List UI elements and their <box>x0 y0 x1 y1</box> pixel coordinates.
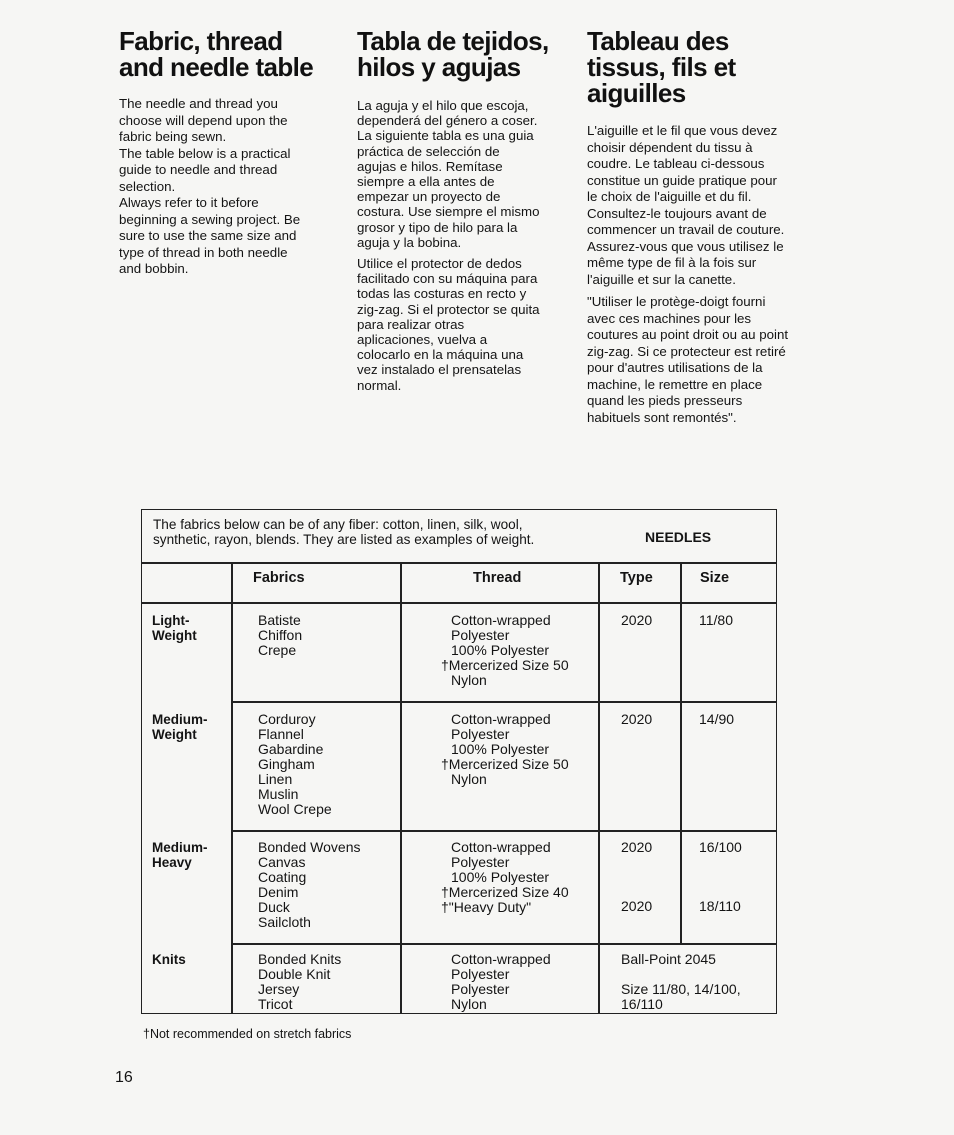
fabric-item: Gingham <box>258 756 315 772</box>
needle-type: 2020 <box>621 839 653 855</box>
table-divider <box>231 943 776 945</box>
thread-item: 100% Polyester <box>451 869 550 885</box>
text-line: L'aiguille et le fil que vous devez <box>587 123 778 138</box>
category-medium-heavy <box>152 840 232 870</box>
page-number: 16 <box>115 1069 133 1086</box>
needle-size: 16/100 <box>699 839 742 855</box>
text-line: synthetic, rayon, blends. They are listed as examples of weight. <box>153 532 535 547</box>
text-line: commencer un travail de couture. <box>587 222 785 237</box>
thread-list <box>441 712 569 787</box>
thread-item: †Mercerized Size 50 <box>441 657 569 673</box>
title-line: Tableau des <box>587 26 729 56</box>
table-divider <box>231 701 776 703</box>
text-line: para realizar otras <box>357 316 465 332</box>
text-line: sure to use the same size and <box>119 228 297 243</box>
fabric-item: Bonded Wovens <box>258 839 361 855</box>
fabric-item: Jersey <box>258 981 300 997</box>
needle-type: 2020 <box>621 711 653 727</box>
category-line: Light- <box>152 613 190 628</box>
text-line: aguja y la bobina. <box>357 234 462 250</box>
text-line: choose will depend upon the <box>119 112 288 128</box>
fabric-item: Crepe <box>258 642 297 658</box>
thread-item: Nylon <box>451 996 487 1012</box>
text-line: "Utiliser le protège-doigt fourni <box>587 294 766 309</box>
needle-size: 18/110 <box>699 898 741 914</box>
text-line: le choix de l'aiguille et du fil. <box>587 189 752 204</box>
category-light-weight <box>152 613 232 643</box>
category-knits <box>152 952 232 967</box>
french-paragraph-1 <box>587 123 817 288</box>
text-line: Size 11/80, 14/100, <box>621 981 741 997</box>
title-line: tissus, fils et <box>587 52 736 82</box>
text-line: todas las costuras en recto y <box>357 286 527 302</box>
category-line: Heavy <box>152 855 192 870</box>
category-line: Medium- <box>152 840 208 855</box>
text-line: The needle and thread you <box>119 96 278 111</box>
thread-header: Thread <box>473 570 522 586</box>
text-line: Utilice el protector de dedos <box>357 256 522 272</box>
fabric-item: Muslin <box>258 786 299 802</box>
fabric-list <box>258 613 302 658</box>
text-line: La aguja y el hilo que escoja, <box>357 98 529 113</box>
fabric-item: Linen <box>258 771 293 787</box>
category-line: Weight <box>152 727 197 742</box>
thread-item: 100% Polyester <box>451 741 550 757</box>
thread-item: Cotton-wrapped <box>451 612 551 628</box>
text-line: avec ces machines pour les <box>587 310 752 326</box>
text-line: choisir dépendent du tissu à <box>587 139 753 155</box>
fabric-item: Gabardine <box>258 741 324 757</box>
text-line: dependerá del género a coser. <box>357 113 538 129</box>
text-line: selection. <box>119 178 176 194</box>
fabric-item: Sailcloth <box>258 914 311 930</box>
text-line: La siguiente tabla es una guia <box>357 128 534 144</box>
table-divider <box>598 562 600 1013</box>
title-line: hilos y agujas <box>357 52 521 82</box>
table-divider <box>231 830 776 832</box>
text-line: and bobbin. <box>119 261 189 276</box>
text-line: empezar un proyecto de <box>357 189 501 205</box>
table-divider <box>680 562 682 944</box>
text-line: costura. Use siempre el mismo <box>357 204 540 220</box>
thread-list <box>441 840 569 915</box>
table-intro <box>153 517 623 547</box>
english-body <box>119 96 324 278</box>
text-line: machine, le remettre en place <box>587 376 763 392</box>
fabric-item: Coating <box>258 869 307 885</box>
thread-item: Cotton-wrapped <box>451 711 551 727</box>
fabric-item: Denim <box>258 884 299 900</box>
text-line: beginning a sewing project. Be <box>119 211 301 227</box>
text-line: habituels sont remontés". <box>587 409 737 425</box>
category-line: Knits <box>152 952 186 967</box>
fabric-item: Flannel <box>258 726 304 742</box>
text-line: coudre. Le tableau ci-dessous <box>587 156 765 171</box>
fabric-item: Corduroy <box>258 711 316 727</box>
size-header: Size <box>700 570 730 586</box>
needle-size: 11/80 <box>699 612 733 628</box>
category-line: Medium- <box>152 712 208 727</box>
text-line: normal. <box>357 377 402 393</box>
text-line: Always refer to it before <box>119 195 259 210</box>
needles-header: NEEDLES <box>645 529 712 545</box>
title-line: Fabric, thread <box>119 26 283 56</box>
knit-needle-sizes <box>621 982 741 1012</box>
title-line: aiguilles <box>587 78 686 108</box>
text-line: pour d'autres utilisations de la <box>587 360 763 375</box>
text-line: vez instalado el prensatelas <box>357 362 522 378</box>
thread-item: Cotton-wrapped <box>451 951 551 967</box>
text-line: colocarlo en la máquina una <box>357 347 524 363</box>
text-line: type of thread in both needle <box>119 244 288 260</box>
text-line: constitue un guide pratique pour <box>587 172 777 188</box>
text-line: coutures au point droit ou au point <box>587 327 789 342</box>
fabric-list <box>258 840 360 930</box>
thread-item: Polyester <box>451 726 510 742</box>
thread-list <box>441 952 551 1012</box>
text-line: fabric being sewn. <box>119 129 227 144</box>
thread-item: Polyester <box>451 981 510 997</box>
fabric-item: Wool Crepe <box>258 801 332 817</box>
fabric-list <box>258 952 341 1012</box>
spanish-title <box>357 28 572 80</box>
french-title <box>587 28 817 106</box>
type-header: Type <box>620 570 653 586</box>
needle-size: 14/90 <box>699 711 735 727</box>
spanish-paragraph-1 <box>357 98 572 250</box>
text-line: Consultez-le toujours avant de <box>587 205 767 221</box>
thread-item: Polyester <box>451 966 510 982</box>
text-line: The table below is a practical <box>119 145 291 161</box>
category-medium-weight <box>152 712 232 742</box>
french-column <box>587 28 817 426</box>
text-line: même type de fil à la fois sur <box>587 255 757 270</box>
fabric-item: Tricot <box>258 996 293 1012</box>
spanish-column <box>357 28 572 393</box>
needle-type: 2020 <box>621 898 653 914</box>
text-line: facilitado con su máquina para <box>357 271 538 287</box>
thread-item: Cotton-wrapped <box>451 839 551 855</box>
text-line: The fabrics below can be of any fiber: cotton, linen, silk, wool, <box>153 517 523 532</box>
text-line: grosor y tipo de hilo para la <box>357 219 518 235</box>
fabric-list <box>258 712 332 817</box>
fabric-item: Canvas <box>258 854 306 870</box>
text-line: aplicaciones, vuelva a <box>357 332 488 348</box>
fabric-item: Bonded Knits <box>258 951 342 967</box>
thread-item: Nylon <box>451 771 487 787</box>
thread-list <box>441 613 569 688</box>
title-line: and needle table <box>119 52 314 82</box>
text-line: agujas e hilos. Remítase <box>357 158 503 174</box>
english-column <box>119 28 324 278</box>
category-line: Weight <box>152 628 197 643</box>
fabric-item: Duck <box>258 899 290 915</box>
fabric-item: Batiste <box>258 612 301 628</box>
text-line: guide to needle and thread <box>119 162 278 177</box>
text-line: zig-zag. Si ce protecteur est retiré <box>587 343 786 359</box>
fabric-thread-needle-table <box>141 509 777 1014</box>
thread-item: †"Heavy Duty" <box>441 899 532 915</box>
french-paragraph-2 <box>587 294 817 426</box>
thread-item: †Mercerized Size 50 <box>441 756 569 772</box>
thread-item: Nylon <box>451 672 487 688</box>
text-line: zig-zag. Si el protector se quita <box>357 301 540 317</box>
knit-needle-type: Ball-Point 2045 <box>621 951 716 967</box>
text-line: Assurez-vous que vous utilisez le <box>587 238 784 254</box>
text-line: quand les pieds presseurs <box>587 393 743 408</box>
table-divider <box>400 562 402 1013</box>
thread-item: Polyester <box>451 627 510 643</box>
fabric-item: Double Knit <box>258 966 331 982</box>
fabric-item: Chiffon <box>258 627 303 643</box>
thread-item: 100% Polyester <box>451 642 550 658</box>
title-line: Tabla de tejidos, <box>357 26 549 56</box>
thread-item: †Mercerized Size 40 <box>441 884 569 900</box>
thread-item: Polyester <box>451 854 510 870</box>
english-title <box>119 28 324 80</box>
table-footnote: †Not recommended on stretch fabrics <box>143 1027 352 1041</box>
text-line: 16/110 <box>621 996 663 1012</box>
spanish-paragraph-2 <box>357 256 572 393</box>
fabrics-header: Fabrics <box>253 570 305 586</box>
needle-type: 2020 <box>621 612 653 628</box>
text-line: práctica de selección de <box>357 143 500 159</box>
text-line: l'aiguille et sur la canette. <box>587 271 736 287</box>
text-line: siempre a ella antes de <box>357 174 495 190</box>
